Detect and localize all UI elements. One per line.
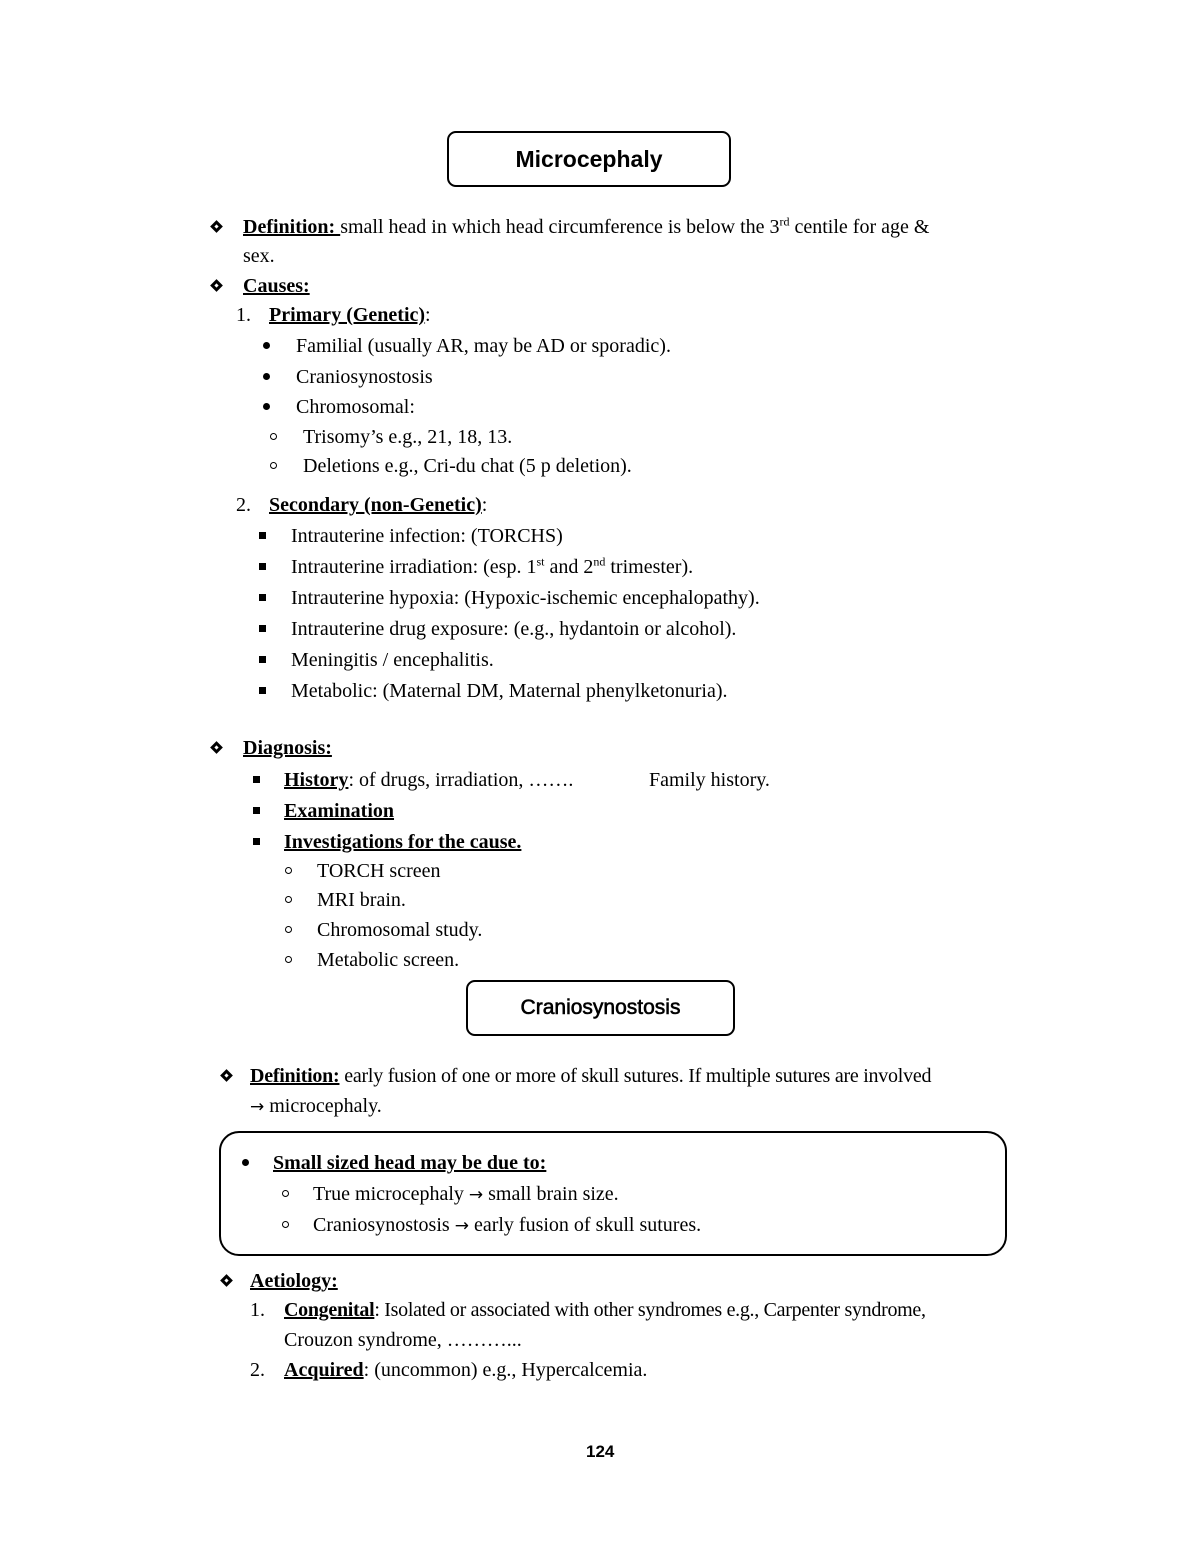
- acquired-text: : (uncommon) e.g., Hypercalcemia.: [363, 1359, 648, 1381]
- cs-definition-label: Definition:: [250, 1065, 340, 1087]
- note-item-text-end: small brain size.: [483, 1183, 619, 1205]
- bullet-square-icon: [253, 807, 260, 814]
- secondary-item: Intrauterine drug exposure: (e.g., hydantoin or alcohol).: [291, 618, 737, 640]
- bullet-dot-icon: [263, 342, 270, 349]
- bullet-square-icon: [253, 776, 260, 783]
- bullet-circle-icon: [282, 1221, 289, 1228]
- aetiology-acquired: [284, 1357, 647, 1383]
- diagnosis-investigations: Investigations for the cause.: [284, 831, 522, 853]
- diamond-bullet-icon: [220, 1274, 233, 1287]
- definition-label: Definition:: [243, 216, 341, 238]
- bullet-circle-icon: [282, 1190, 289, 1197]
- secondary-item: Meningitis / encephalitis.: [291, 649, 494, 671]
- causes-heading: Causes:: [243, 275, 310, 297]
- bullet-square-icon: [253, 838, 260, 845]
- microcephaly-title-box: [447, 131, 731, 187]
- craniosynostosis-title: Craniosynostosis: [520, 996, 681, 1019]
- bullet-dot-icon: [242, 1159, 249, 1166]
- diagnosis-examination: Examination: [284, 800, 395, 822]
- secondary-item: Metabolic: (Maternal DM, Maternal phenylketonuria).: [291, 680, 728, 702]
- note-heading: Small sized head may be due to:: [273, 1152, 547, 1174]
- primary-item: Chromosomal:: [296, 396, 415, 418]
- diamond-bullet-icon: [210, 220, 223, 233]
- acquired-number: 2.: [250, 1359, 265, 1381]
- arrow-right-icon: →: [454, 1216, 469, 1236]
- secondary-number: 2.: [236, 494, 251, 516]
- secondary-item: [291, 554, 693, 580]
- investigation-item: TORCH screen: [317, 860, 441, 882]
- irradiation-text-mid: and 2: [544, 556, 594, 578]
- note-item-text-end: early fusion of skull sutures.: [468, 1214, 702, 1236]
- bullet-circle-icon: [285, 956, 292, 963]
- diagnosis-history: [284, 767, 573, 793]
- primary-number: 1.: [236, 304, 251, 326]
- craniosynostosis-definition-line2: [250, 1093, 382, 1120]
- diamond-bullet-icon: [210, 741, 223, 754]
- definition-text: small head in which head circumference is below the 3: [340, 216, 780, 238]
- diamond-bullet-icon: [220, 1069, 233, 1082]
- craniosynostosis-title-box: [466, 980, 735, 1036]
- secondary-label: Secondary (non-Genetic): [269, 494, 482, 516]
- secondary-heading: [269, 492, 487, 518]
- bullet-circle-icon: [285, 867, 292, 874]
- investigation-item: MRI brain.: [317, 889, 406, 911]
- note-item: [313, 1212, 701, 1239]
- history-family: Family history.: [649, 769, 770, 791]
- irradiation-sup-st: st: [536, 554, 545, 569]
- aetiology-heading: Aetiology:: [250, 1270, 338, 1292]
- bullet-square-icon: [259, 625, 266, 632]
- irradiation-sup-nd: nd: [593, 554, 606, 569]
- bullet-square-icon: [259, 532, 266, 539]
- irradiation-text-end: trimester).: [605, 556, 694, 578]
- bullet-square-icon: [259, 656, 266, 663]
- bullet-circle-icon: [285, 926, 292, 933]
- aetiology-congenital-line2: Crouzon syndrome, ………...: [284, 1329, 522, 1351]
- arrow-right-icon: →: [250, 1097, 265, 1117]
- bullet-circle-icon: [270, 462, 277, 469]
- arrow-right-icon: →: [468, 1185, 484, 1205]
- primary-item: Craniosynostosis: [296, 366, 433, 388]
- note-item: [313, 1181, 619, 1208]
- microcephaly-definition-line2: sex.: [243, 245, 275, 267]
- bullet-square-icon: [259, 687, 266, 694]
- irradiation-text: Intrauterine irradiation: (esp. 1: [291, 556, 537, 578]
- congenital-text: : Isolated or associated with other syndromes e.g., Carpenter syndrome,: [374, 1299, 926, 1321]
- secondary-colon: :: [481, 494, 488, 516]
- investigation-item: Chromosomal study.: [317, 919, 483, 941]
- investigation-item: Metabolic screen.: [317, 949, 460, 971]
- page-number: 124: [586, 1442, 615, 1461]
- primary-subitem: Deletions e.g., Cri-du chat (5 p deletion).: [303, 455, 632, 477]
- aetiology-congenital: [284, 1297, 926, 1323]
- bullet-square-icon: [259, 563, 266, 570]
- history-text: : of drugs, irradiation, …….: [348, 769, 574, 791]
- bullet-square-icon: [259, 594, 266, 601]
- definition-text-end: centile for age &: [789, 216, 930, 238]
- primary-subitem: Trisomy’s e.g., 21, 18, 13.: [303, 426, 513, 448]
- microcephaly-title: Microcephaly: [515, 145, 663, 172]
- primary-item: Familial (usually AR, may be AD or sporadic).: [296, 335, 671, 357]
- acquired-label: Acquired: [284, 1359, 364, 1381]
- history-label: History: [284, 769, 349, 791]
- note-item-text: True microcephaly: [313, 1183, 469, 1205]
- bullet-dot-icon: [263, 373, 270, 380]
- microcephaly-definition: [243, 214, 929, 240]
- congenital-label: Congenital: [284, 1299, 375, 1321]
- primary-colon: :: [425, 304, 431, 326]
- cs-definition-line2-text: microcephaly.: [264, 1095, 382, 1117]
- cs-definition-text: early fusion of one or more of skull sutures. If multiple sutures are involved: [339, 1065, 932, 1087]
- bullet-dot-icon: [263, 403, 270, 410]
- secondary-item: Intrauterine hypoxia: (Hypoxic-ischemic encephalopathy).: [291, 587, 760, 609]
- definition-sup: rd: [779, 214, 790, 229]
- diamond-bullet-icon: [210, 279, 223, 292]
- secondary-item: Intrauterine infection: (TORCHS): [291, 525, 563, 547]
- diagnosis-heading: Diagnosis:: [243, 737, 332, 759]
- primary-label: Primary (Genetic): [269, 304, 426, 326]
- primary-heading: [269, 302, 431, 328]
- congenital-number: 1.: [250, 1299, 265, 1321]
- bullet-circle-icon: [270, 433, 277, 440]
- note-item-text: Craniosynostosis: [313, 1214, 455, 1236]
- craniosynostosis-definition: [250, 1063, 931, 1089]
- bullet-circle-icon: [285, 896, 292, 903]
